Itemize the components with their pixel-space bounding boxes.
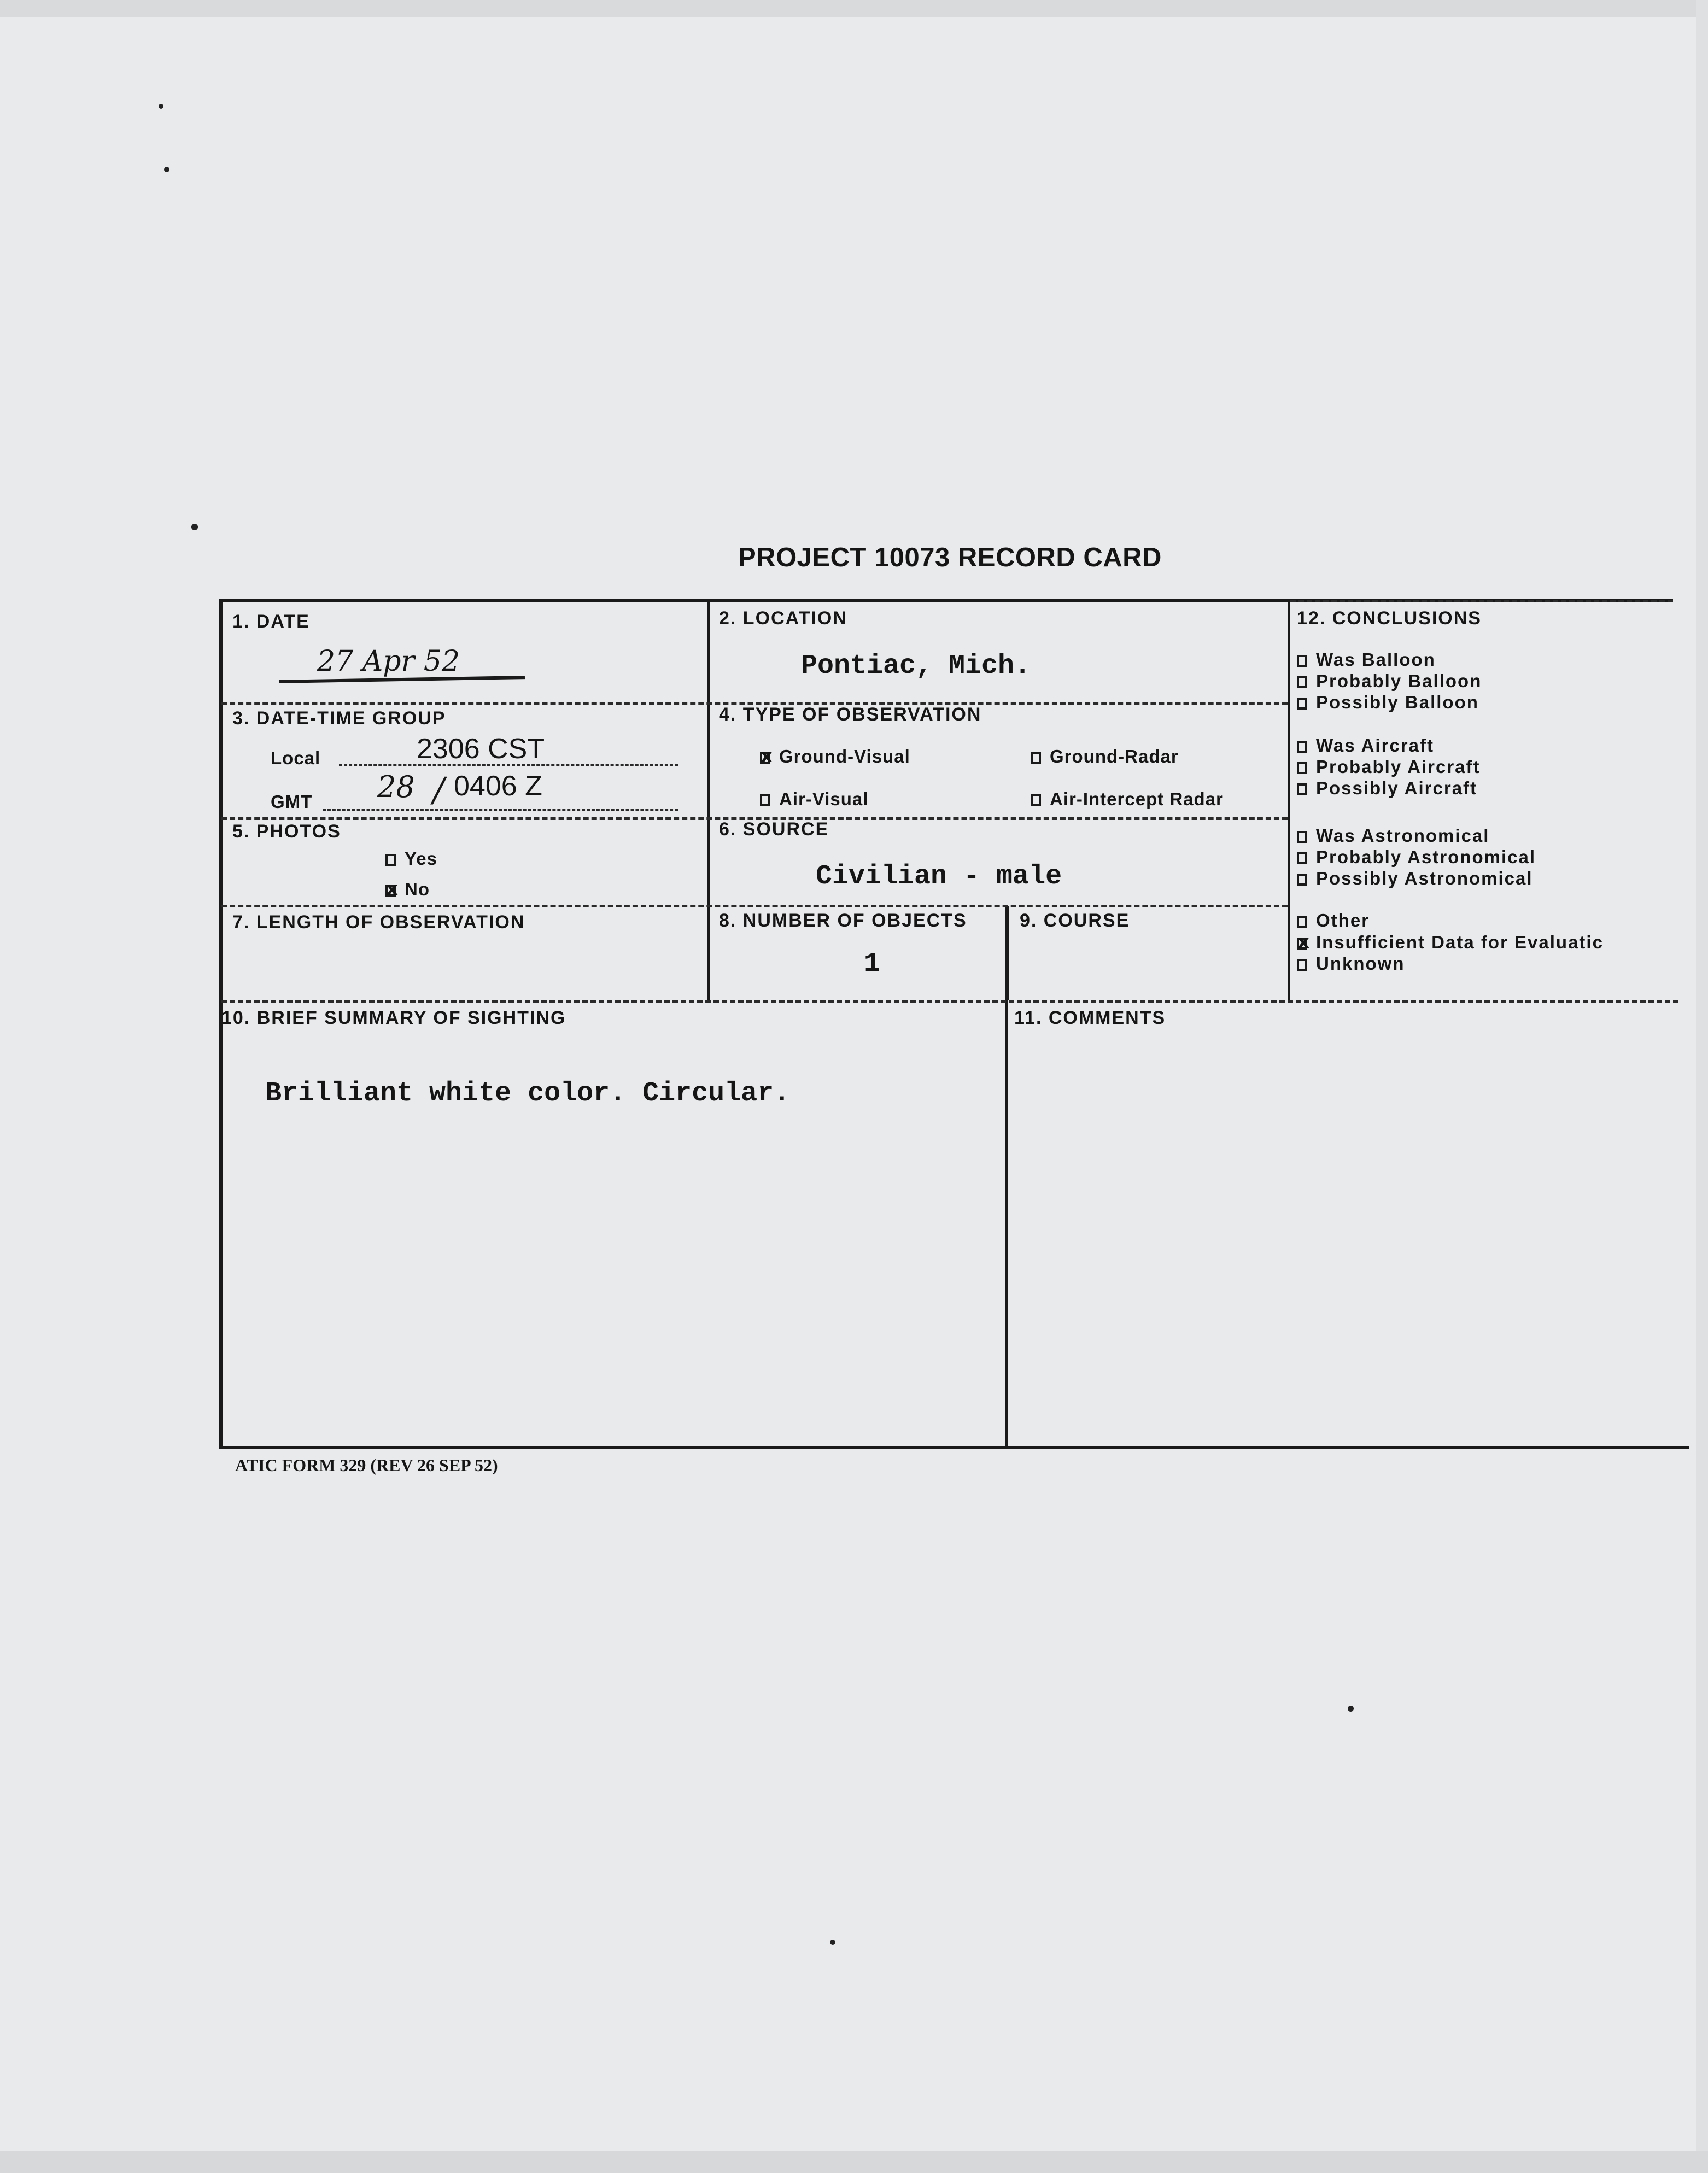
- local-label: Local: [271, 748, 321, 768]
- form-bottom-border: [219, 1446, 1689, 1449]
- course-label: 9. COURSE: [1020, 910, 1130, 931]
- conclusion-checkbox-icon: [1297, 959, 1307, 971]
- divider-col-b: [1288, 599, 1290, 1000]
- gmt-time-value: 0406 Z: [454, 770, 542, 802]
- conclusion-checkbox-icon: [1297, 938, 1307, 950]
- number-of-objects-label: 8. NUMBER OF OBJECTS: [719, 910, 967, 931]
- photocopy-speck: [191, 524, 198, 530]
- conclusion-checkbox-icon: [1297, 762, 1307, 774]
- conclusion-checkbox-icon: [1297, 783, 1307, 795]
- photocopy-speck: [830, 1940, 835, 1945]
- photos-label: 5. PHOTOS: [232, 821, 341, 842]
- photos-yes-checkbox-icon: [385, 854, 396, 866]
- row-divider-4: [221, 1000, 1678, 1003]
- location-value: Pontiac, Mich.: [801, 651, 1031, 682]
- source-value: Civilian - male: [816, 861, 1062, 892]
- conclusions-label: 12. CONCLUSIONS: [1297, 608, 1482, 629]
- conclusion-option-label: Probably Balloon: [1316, 671, 1482, 691]
- ground-visual-checkbox-icon: [760, 752, 770, 764]
- conclusion-option-label: Possibly Astronomical: [1316, 868, 1533, 888]
- gmt-label: GMT: [271, 792, 313, 812]
- photos-option-yes: [385, 848, 437, 869]
- conclusion-option-label: Probably Astronomical: [1316, 847, 1536, 867]
- local-time-value: 2306 CST: [417, 733, 545, 765]
- page-top-edge: [0, 0, 1708, 17]
- ground-radar-checkbox-icon: [1031, 752, 1041, 764]
- observation-option-air-intercept-radar: [1031, 789, 1224, 810]
- conclusion-checkbox-icon: [1297, 676, 1307, 688]
- photos-no-label: No: [405, 879, 430, 899]
- conclusion-option: [1297, 847, 1536, 868]
- source-label: 6. SOURCE: [719, 819, 829, 840]
- form-id: ATIC FORM 329 (REV 26 SEP 52): [235, 1455, 498, 1475]
- card-title: PROJECT 10073 RECORD CARD: [738, 543, 1162, 572]
- air-intercept-radar-checkbox-icon: [1031, 794, 1041, 806]
- conclusion-option-label: Probably Aircraft: [1316, 757, 1481, 777]
- conclusion-option-label: Was Balloon: [1316, 649, 1436, 670]
- observation-type-label: 4. TYPE OF OBSERVATION: [719, 704, 982, 725]
- number-of-objects-value: 1: [864, 948, 881, 980]
- conclusion-option: [1297, 735, 1434, 756]
- observation-option-air-visual: [760, 789, 868, 810]
- summary-value: Brilliant white color. Circular.: [265, 1078, 791, 1109]
- page-bottom-edge: [0, 2151, 1708, 2173]
- conclusion-checkbox-icon: [1297, 831, 1307, 843]
- conclusion-checkbox-icon: [1297, 741, 1307, 753]
- conclusion-option: [1297, 932, 1604, 953]
- observation-option-ground-radar: [1031, 746, 1179, 767]
- gmt-separator-slash: /: [433, 770, 444, 810]
- comments-label: 11. COMMENTS: [1014, 1008, 1166, 1028]
- photocopy-speck: [164, 167, 169, 172]
- conclusion-option: [1297, 953, 1405, 974]
- conclusion-option: [1297, 868, 1533, 889]
- conclusion-option-label: Was Aircraft: [1316, 735, 1434, 755]
- conclusion-option: [1297, 778, 1477, 799]
- photos-yes-label: Yes: [405, 848, 437, 869]
- divider-col-d: [1007, 906, 1009, 1000]
- conclusion-option-label: Possibly Balloon: [1316, 692, 1479, 712]
- conclusion-option: [1297, 757, 1481, 777]
- conclusion-option-label: Possibly Aircraft: [1316, 778, 1478, 798]
- photocopy-speck: [1348, 1706, 1354, 1712]
- conclusion-option: [1297, 910, 1370, 931]
- conclusion-option: [1297, 825, 1489, 846]
- divider-col-a: [707, 599, 710, 1000]
- date-value: 27 Apr 52: [317, 645, 460, 678]
- photos-option-no: [385, 879, 430, 900]
- photocopy-speck: [159, 104, 163, 109]
- length-of-observation-label: 7. LENGTH OF OBSERVATION: [232, 912, 525, 933]
- conclusion-checkbox-icon: [1297, 852, 1307, 864]
- date-time-group-label: 3. DATE-TIME GROUP: [232, 708, 446, 729]
- date-label: 1. DATE: [232, 611, 310, 632]
- conclusion-checkbox-icon: [1297, 655, 1307, 667]
- air-visual-checkbox-icon: [760, 794, 770, 806]
- gmt-day-value: 28: [377, 770, 415, 804]
- ground-visual-label: Ground-Visual: [779, 746, 910, 766]
- row-divider-top-right: [1290, 600, 1673, 602]
- row-divider-3: [221, 905, 1288, 907]
- conclusion-option-label: Other: [1316, 910, 1370, 930]
- conclusion-option-label: Unknown: [1316, 953, 1405, 974]
- location-label: 2. LOCATION: [719, 608, 847, 629]
- page-right-edge: [1696, 0, 1708, 2173]
- conclusion-option: [1297, 692, 1479, 713]
- conclusion-option-label: Insufficient Data for Evaluatic: [1316, 932, 1604, 952]
- gmt-underline: [323, 809, 678, 811]
- conclusion-checkbox-icon: [1297, 874, 1307, 886]
- photos-no-checkbox-icon: [385, 885, 396, 897]
- local-underline: [339, 764, 678, 766]
- summary-label: 10. BRIEF SUMMARY OF SIGHTING: [221, 1008, 566, 1028]
- conclusion-checkbox-icon: [1297, 698, 1307, 710]
- conclusion-option: [1297, 649, 1436, 670]
- conclusion-checkbox-icon: [1297, 916, 1307, 928]
- air-intercept-radar-label: Air-Intercept Radar: [1050, 789, 1224, 809]
- ground-radar-label: Ground-Radar: [1050, 746, 1179, 766]
- conclusion-option: [1297, 671, 1482, 692]
- conclusion-option-label: Was Astronomical: [1316, 825, 1490, 846]
- air-visual-label: Air-Visual: [779, 789, 869, 809]
- observation-option-ground-visual: [760, 746, 910, 767]
